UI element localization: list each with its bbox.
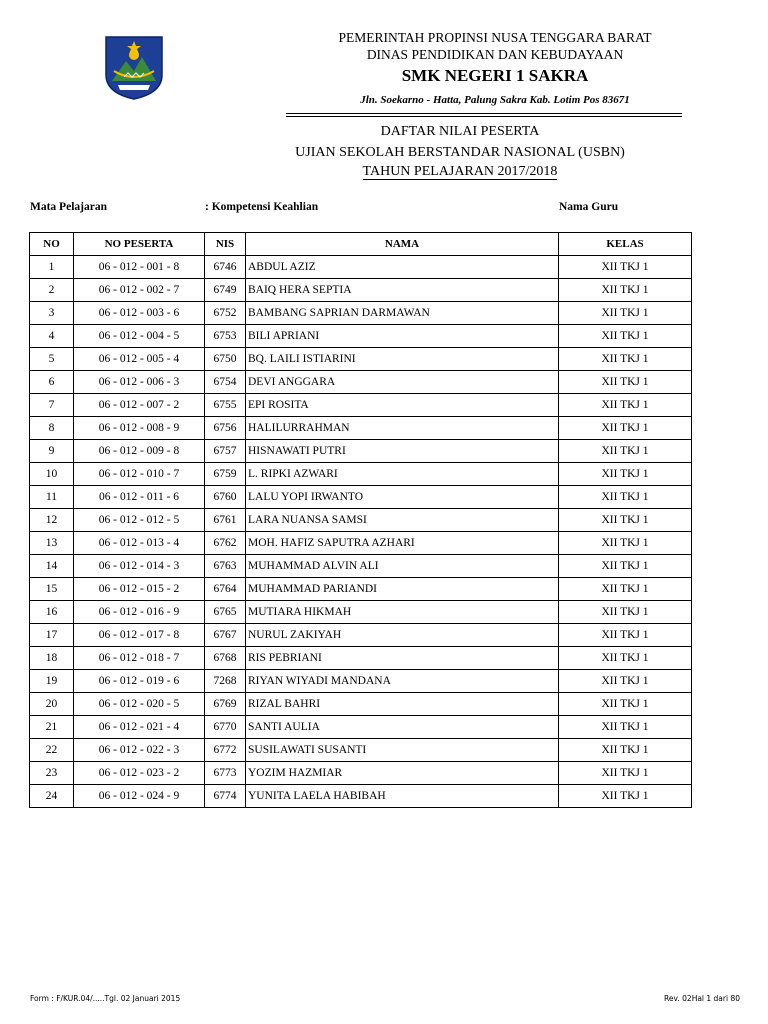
cell-nama: MUTIARA HIKMAH bbox=[246, 601, 559, 624]
table-row bbox=[30, 348, 692, 371]
cell-nis: 6754 bbox=[205, 371, 246, 394]
cell-nis: 6749 bbox=[205, 279, 246, 302]
subject-label: Mata Pelajaran bbox=[30, 201, 107, 213]
table-row bbox=[30, 417, 692, 440]
cell-no: 17 bbox=[30, 624, 74, 647]
cell-nis: 6772 bbox=[205, 739, 246, 762]
cell-nama: BQ. LAILI ISTIARINI bbox=[246, 348, 559, 371]
cell-no-peserta: 06 - 012 - 010 - 7 bbox=[74, 463, 205, 486]
header-no: NO bbox=[30, 233, 74, 256]
cell-nama: SUSILAWATI SUSANTI bbox=[246, 739, 559, 762]
cell-no: 8 bbox=[30, 417, 74, 440]
cell-no-peserta: 06 - 012 - 012 - 5 bbox=[74, 509, 205, 532]
cell-no-peserta: 06 - 012 - 005 - 4 bbox=[74, 348, 205, 371]
grade-table bbox=[29, 232, 692, 808]
cell-nama: BAIQ HERA SEPTIA bbox=[246, 279, 559, 302]
cell-no-peserta: 06 - 012 - 017 - 8 bbox=[74, 624, 205, 647]
cell-kelas: XII TKJ 1 bbox=[559, 647, 692, 670]
cell-no-peserta: 06 - 012 - 015 - 2 bbox=[74, 578, 205, 601]
letterhead-divider-thick bbox=[286, 116, 682, 117]
cell-no: 15 bbox=[30, 578, 74, 601]
cell-nis: 6773 bbox=[205, 762, 246, 785]
cell-no-peserta: 06 - 012 - 009 - 8 bbox=[74, 440, 205, 463]
cell-kelas: XII TKJ 1 bbox=[559, 325, 692, 348]
cell-nis: 6757 bbox=[205, 440, 246, 463]
table-row bbox=[30, 578, 692, 601]
cell-no-peserta: 06 - 012 - 021 - 4 bbox=[74, 716, 205, 739]
cell-kelas: XII TKJ 1 bbox=[559, 555, 692, 578]
cell-no: 14 bbox=[30, 555, 74, 578]
cell-nis: 6752 bbox=[205, 302, 246, 325]
cell-kelas: XII TKJ 1 bbox=[559, 532, 692, 555]
letterhead-school-name: SMK NEGERI 1 SAKRA bbox=[401, 66, 589, 85]
cell-no-peserta: 06 - 012 - 016 - 9 bbox=[74, 601, 205, 624]
school-year bbox=[200, 164, 720, 180]
cell-no: 10 bbox=[30, 463, 74, 486]
cell-no-peserta: 06 - 012 - 008 - 9 bbox=[74, 417, 205, 440]
cell-nis: 6774 bbox=[205, 785, 246, 808]
cell-nama: LARA NUANSA SAMSI bbox=[246, 509, 559, 532]
cell-no: 20 bbox=[30, 693, 74, 716]
table-row bbox=[30, 302, 692, 325]
header-nis: NIS bbox=[205, 233, 246, 256]
cell-nis: 6763 bbox=[205, 555, 246, 578]
table-row bbox=[30, 463, 692, 486]
cell-no: 22 bbox=[30, 739, 74, 762]
cell-no-peserta: 06 - 012 - 020 - 5 bbox=[74, 693, 205, 716]
cell-nama: RIYAN WIYADI MANDANA bbox=[246, 670, 559, 693]
cell-nama: BAMBANG SAPRIAN DARMAWAN bbox=[246, 302, 559, 325]
cell-no-peserta: 06 - 012 - 022 - 3 bbox=[74, 739, 205, 762]
cell-nis: 6770 bbox=[205, 716, 246, 739]
cell-nama: MOH. HAFIZ SAPUTRA AZHARI bbox=[246, 532, 559, 555]
table-row bbox=[30, 739, 692, 762]
cell-kelas: XII TKJ 1 bbox=[559, 279, 692, 302]
cell-kelas: XII TKJ 1 bbox=[559, 417, 692, 440]
ntb-province-emblem-icon bbox=[104, 35, 164, 101]
cell-nama: MUHAMMAD PARIANDI bbox=[246, 578, 559, 601]
cell-no: 23 bbox=[30, 762, 74, 785]
cell-no: 1 bbox=[30, 256, 74, 279]
cell-nama: BILI APRIANI bbox=[246, 325, 559, 348]
table-row bbox=[30, 670, 692, 693]
cell-kelas: XII TKJ 1 bbox=[559, 371, 692, 394]
cell-no-peserta: 06 - 012 - 007 - 2 bbox=[74, 394, 205, 417]
cell-nama: YOZIM HAZMIAR bbox=[246, 762, 559, 785]
cell-no: 13 bbox=[30, 532, 74, 555]
cell-no: 11 bbox=[30, 486, 74, 509]
table-row bbox=[30, 693, 692, 716]
table-row bbox=[30, 762, 692, 785]
cell-kelas: XII TKJ 1 bbox=[559, 601, 692, 624]
subject-value: : Kompetensi Keahlian bbox=[205, 201, 319, 213]
table-row bbox=[30, 624, 692, 647]
cell-kelas: XII TKJ 1 bbox=[559, 716, 692, 739]
cell-nis: 6762 bbox=[205, 532, 246, 555]
cell-nis: 6769 bbox=[205, 693, 246, 716]
header-nama: NAMA bbox=[246, 233, 559, 256]
cell-no: 6 bbox=[30, 371, 74, 394]
table-row bbox=[30, 509, 692, 532]
table-row bbox=[30, 555, 692, 578]
cell-kelas: XII TKJ 1 bbox=[559, 348, 692, 371]
cell-kelas: XII TKJ 1 bbox=[559, 256, 692, 279]
cell-nama: DEVI ANGGARA bbox=[246, 371, 559, 394]
cell-kelas: XII TKJ 1 bbox=[559, 463, 692, 486]
table-row bbox=[30, 371, 692, 394]
cell-nis: 6761 bbox=[205, 509, 246, 532]
cell-no: 3 bbox=[30, 302, 74, 325]
cell-nama: ABDUL AZIZ bbox=[246, 256, 559, 279]
teacher-label: Nama Guru bbox=[559, 201, 619, 213]
cell-no: 16 bbox=[30, 601, 74, 624]
cell-no-peserta: 06 - 012 - 013 - 4 bbox=[74, 532, 205, 555]
table-row bbox=[30, 647, 692, 670]
cell-kelas: XII TKJ 1 bbox=[559, 624, 692, 647]
cell-nis: 6765 bbox=[205, 601, 246, 624]
cell-no-peserta: 06 - 012 - 004 - 5 bbox=[74, 325, 205, 348]
cell-kelas: XII TKJ 1 bbox=[559, 440, 692, 463]
cell-nama: SANTI AULIA bbox=[246, 716, 559, 739]
cell-nama: RIS PEBRIANI bbox=[246, 647, 559, 670]
cell-nis: 6768 bbox=[205, 647, 246, 670]
letterhead-department: DINAS PENDIDIKAN DAN KEBUDAYAAN bbox=[366, 47, 624, 62]
cell-no-peserta: 06 - 012 - 002 - 7 bbox=[74, 279, 205, 302]
cell-no: 12 bbox=[30, 509, 74, 532]
cell-no: 9 bbox=[30, 440, 74, 463]
cell-no-peserta: 06 - 012 - 006 - 3 bbox=[74, 371, 205, 394]
table-row bbox=[30, 532, 692, 555]
table-header-row bbox=[30, 233, 692, 256]
document-title: DAFTAR NILAI PESERTA bbox=[380, 124, 540, 139]
cell-nama: RIZAL BAHRI bbox=[246, 693, 559, 716]
header-kelas: KELAS bbox=[559, 233, 692, 256]
page-revision: Rev. 02Hal 1 dari 80 bbox=[664, 994, 740, 1003]
cell-kelas: XII TKJ 1 bbox=[559, 693, 692, 716]
cell-nis: 6756 bbox=[205, 417, 246, 440]
cell-nama: EPI ROSITA bbox=[246, 394, 559, 417]
letterhead-address: Jln. Soekarno - Hatta, Palung Sakra Kab. Lotim Pos 83671 bbox=[360, 94, 630, 106]
school-year-text: TAHUN PELAJARAN 2017/2018 bbox=[362, 164, 558, 179]
cell-no-peserta: 06 - 012 - 003 - 6 bbox=[74, 302, 205, 325]
cell-no-peserta: 06 - 012 - 014 - 3 bbox=[74, 555, 205, 578]
table-row bbox=[30, 325, 692, 348]
cell-no: 2 bbox=[30, 279, 74, 302]
header-no-peserta: NO PESERTA bbox=[74, 233, 205, 256]
cell-nis: 6764 bbox=[205, 578, 246, 601]
cell-nama: HISNAWATI PUTRI bbox=[246, 440, 559, 463]
cell-kelas: XII TKJ 1 bbox=[559, 394, 692, 417]
exam-name: UJIAN SEKOLAH BERSTANDAR NASIONAL (USBN) bbox=[295, 145, 625, 160]
cell-kelas: XII TKJ 1 bbox=[559, 578, 692, 601]
cell-no: 21 bbox=[30, 716, 74, 739]
cell-no-peserta: 06 - 012 - 024 - 9 bbox=[74, 785, 205, 808]
table-row bbox=[30, 601, 692, 624]
table-row bbox=[30, 394, 692, 417]
cell-no: 7 bbox=[30, 394, 74, 417]
cell-nama: NURUL ZAKIYAH bbox=[246, 624, 559, 647]
cell-nis: 6755 bbox=[205, 394, 246, 417]
table-row bbox=[30, 785, 692, 808]
cell-kelas: XII TKJ 1 bbox=[559, 739, 692, 762]
table-row bbox=[30, 440, 692, 463]
cell-nis: 6767 bbox=[205, 624, 246, 647]
cell-nis: 6746 bbox=[205, 256, 246, 279]
cell-kelas: XII TKJ 1 bbox=[559, 762, 692, 785]
cell-kelas: XII TKJ 1 bbox=[559, 302, 692, 325]
cell-no: 4 bbox=[30, 325, 74, 348]
cell-nama: L. RIPKI AZWARI bbox=[246, 463, 559, 486]
cell-nis: 7268 bbox=[205, 670, 246, 693]
cell-no: 24 bbox=[30, 785, 74, 808]
cell-kelas: XII TKJ 1 bbox=[559, 785, 692, 808]
table-row bbox=[30, 486, 692, 509]
cell-no-peserta: 06 - 012 - 001 - 8 bbox=[74, 256, 205, 279]
cell-kelas: XII TKJ 1 bbox=[559, 509, 692, 532]
table-row bbox=[30, 279, 692, 302]
cell-no-peserta: 06 - 012 - 011 - 6 bbox=[74, 486, 205, 509]
cell-kelas: XII TKJ 1 bbox=[559, 670, 692, 693]
cell-nis: 6753 bbox=[205, 325, 246, 348]
letterhead-divider bbox=[286, 113, 682, 114]
cell-no: 18 bbox=[30, 647, 74, 670]
letterhead-government: PEMERINTAH PROPINSI NUSA TENGGARA BARAT bbox=[338, 30, 652, 45]
cell-nama: YUNITA LAELA HABIBAH bbox=[246, 785, 559, 808]
cell-nis: 6760 bbox=[205, 486, 246, 509]
cell-kelas: XII TKJ 1 bbox=[559, 486, 692, 509]
cell-no: 19 bbox=[30, 670, 74, 693]
cell-nama: HALILURRAHMAN bbox=[246, 417, 559, 440]
cell-no-peserta: 06 - 012 - 023 - 2 bbox=[74, 762, 205, 785]
cell-nama: MUHAMMAD ALVIN ALI bbox=[246, 555, 559, 578]
table-row bbox=[30, 716, 692, 739]
table-row bbox=[30, 256, 692, 279]
cell-no-peserta: 06 - 012 - 018 - 7 bbox=[74, 647, 205, 670]
cell-no-peserta: 06 - 012 - 019 - 6 bbox=[74, 670, 205, 693]
cell-nis: 6759 bbox=[205, 463, 246, 486]
cell-nis: 6750 bbox=[205, 348, 246, 371]
cell-no: 5 bbox=[30, 348, 74, 371]
form-number: Form : F/KUR.04/.....Tgl. 02 Januari 2015 bbox=[30, 994, 181, 1003]
cell-nama: LALU YOPI IRWANTO bbox=[246, 486, 559, 509]
